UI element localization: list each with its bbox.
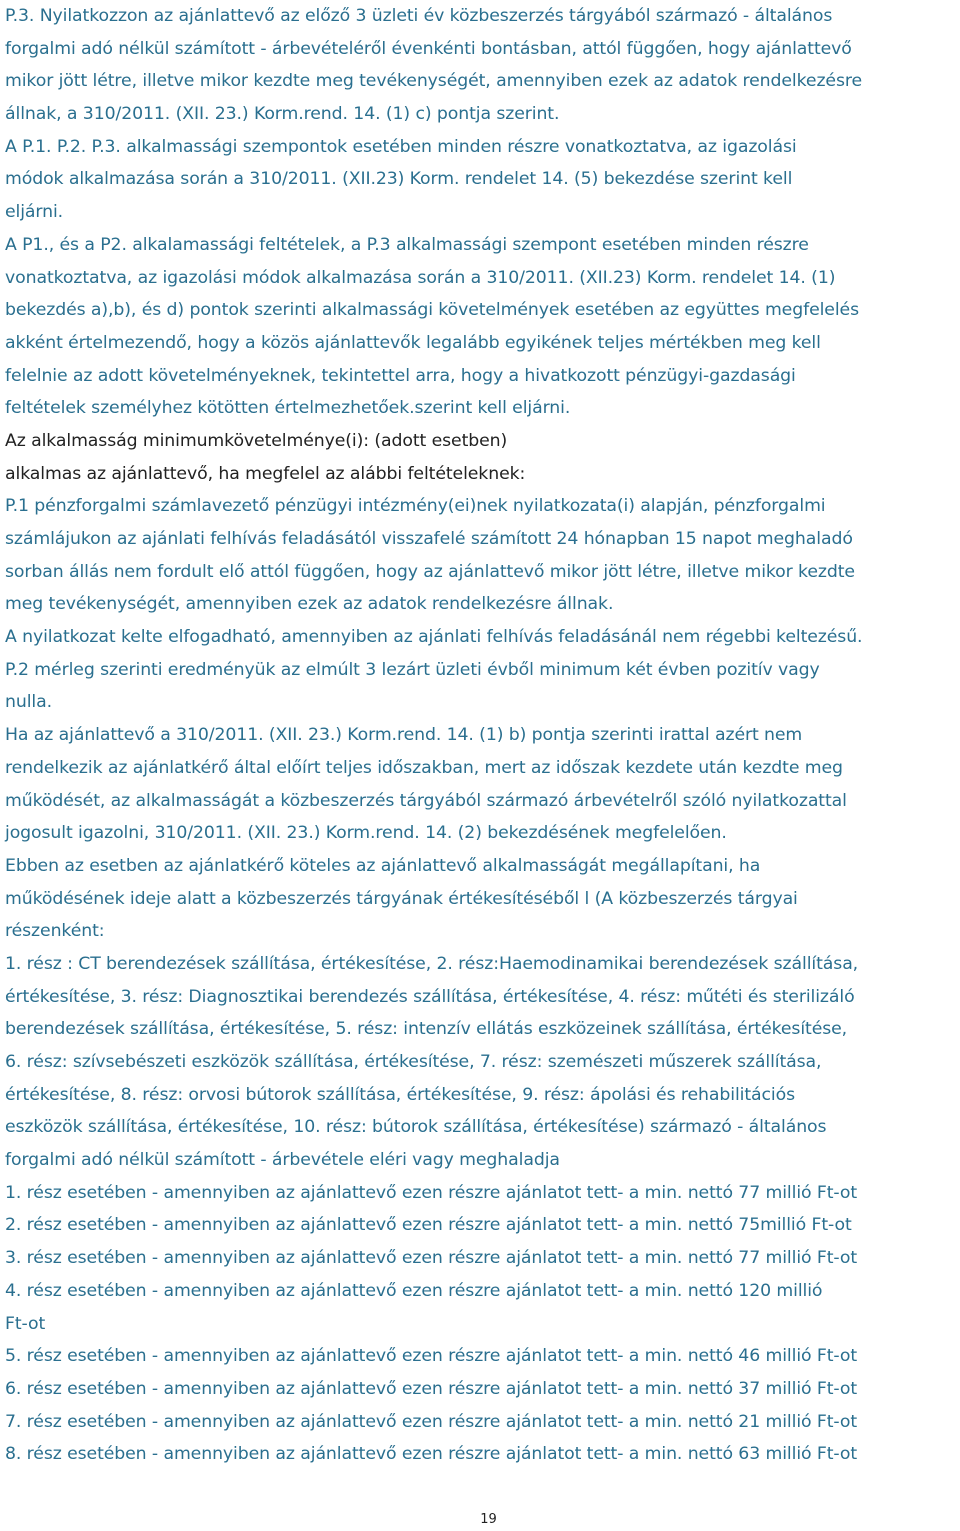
text-line: számlájukon az ajánlati felhívás feladásától visszafelé számított 24 hónapban 15 napot meghaladó	[5, 529, 853, 549]
text-line: sorban állás nem fordult elő attól függően, hogy az ajánlattevő mikor jött létre, illetve mikor kezdte	[5, 561, 855, 582]
text-line: 4. rész esetében - amennyiben az ajánlattevő ezen részre ajánlatot tett- a min. nettó 120 millió	[5, 1280, 823, 1301]
text-line: 2. rész esetében - amennyiben az ajánlattevő ezen részre ajánlatot tett- a min. nettó 75millió Ft-ot	[5, 1215, 852, 1236]
text-line: 3. rész esetében - amennyiben az ajánlattevő ezen részre ajánlatot tett- a min. nettó 77 millió Ft-ot	[5, 1248, 858, 1269]
text-line: 5. rész esetében - amennyiben az ajánlattevő ezen részre ajánlatot tett- a min. nettó 46 millió Ft-ot	[5, 1346, 858, 1367]
text-line: meg tevékenységét, amennyiben ezek az adatok rendelkezésre állnak.	[5, 594, 614, 615]
text-line: forgalmi adó nélkül számított - árbevételéről évenkénti bontásban, attól függően, hogy ajánlattevő	[5, 38, 852, 59]
text-line: forgalmi adó nélkül számított - árbevétele eléri vagy meghaladja	[5, 1150, 560, 1171]
text-line: mikor jött létre, illetve mikor kezdte meg tevékenységét, amennyiben ezek az adatok rendelkezésre	[5, 71, 863, 92]
text-line: eljárni.	[5, 202, 64, 223]
text-line: nulla.	[5, 692, 52, 713]
page-number: 19	[480, 1512, 497, 1527]
text-line: 8. rész esetében - amennyiben az ajánlattevő ezen részre ajánlatot tett- a min. nettó 63 millió Ft-ot	[5, 1444, 858, 1465]
text-line: A nyilatkozat kelte elfogadható, amennyiben az ajánlati felhívás feladásánál nem régebbi keltezésű.	[5, 627, 863, 648]
text-line: értékesítése, 8. rész: orvosi bútorok szállítása, értékesítése, 9. rész: ápolási és rehabilitációs	[5, 1084, 795, 1105]
text-line: 6. rész: szívsebészeti eszközök szállítása, értékesítése, 7. rész: szemészeti műszerek szállítása,	[5, 1052, 822, 1072]
text-line: állnak, a 310/2011. (XII. 23.) Korm.rend. 14. (1) c) pontja szerint.	[5, 104, 560, 125]
text-line: vonatkoztatva, az igazolási módok alkalmazása során a 310/2011. (XII.23) Korm. rendelet 14. (1)	[5, 267, 836, 288]
text-line: feltételek személyhez kötötten értelmezhetőek.szerint kell eljárni.	[5, 398, 571, 419]
text-line: P.1 pénzforgalmi számlavezető pénzügyi intézmény(ei)nek nyilatkozata(i) alapján, pénzforgalmi	[5, 496, 826, 517]
text-line: 1. rész esetében - amennyiben az ajánlattevő ezen részre ajánlatot tett- a min. nettó 77 millió Ft-ot	[5, 1182, 858, 1203]
text-line: részenként:	[5, 921, 105, 942]
document-body	[5, 0, 960, 1471]
text-line: Ebben az esetben az ajánlatkérő köteles az ajánlattevő alkalmasságát megállapítani, ha	[5, 855, 761, 876]
text-line: akként értelmezendő, hogy a közös ajánlattevők legalább egyikének teljes mértékben meg kell	[5, 332, 821, 353]
text-line: módok alkalmazása során a 310/2011. (XII.23) Korm. rendelet 14. (5) bekezdése szerint kell	[5, 169, 793, 190]
text-line: rendelkezik az ajánlatkérő által előírt teljes időszakban, mert az időszak kezdete után kezdte meg	[5, 757, 843, 778]
section-heading-line: alkalmas az ajánlattevő, ha megfelel az alábbi feltételeknek:	[5, 463, 526, 484]
text-line: 1. rész : CT berendezések szállítása, értékesítése, 2. rész:Haemodinamikai berendezések szállítása,	[5, 953, 859, 974]
text-line: Ha az ajánlattevő a 310/2011. (XII. 23.) Korm.rend. 14. (1) b) pontja szerinti irattal azért nem	[5, 725, 803, 746]
text-line: P.3. Nyilatkozzon az ajánlattevő az előző 3 üzleti év közbeszerzés tárgyából származó - általános	[5, 6, 833, 26]
text-line: eszközök szállítása, értékesítése, 10. rész: bútorok szállítása, értékesítése) származó - általános	[5, 1117, 827, 1138]
section-heading-line: Az alkalmasság minimumkövetelménye(i): (adott esetben)	[5, 430, 508, 451]
text-line: 6. rész esetében - amennyiben az ajánlattevő ezen részre ajánlatot tett- a min. nettó 37 millió Ft-ot	[5, 1378, 858, 1399]
text-line: működését, az alkalmasságát a közbeszerzés tárgyából származó árbevételről szóló nyilatkozattal	[5, 790, 847, 811]
text-line: A P.1. P.2. P.3. alkalmassági szempontok esetében minden részre vonatkoztatva, az igazolási	[5, 136, 797, 157]
text-line: jogosult igazolni, 310/2011. (XII. 23.) Korm.rend. 14. (2) bekezdésének megfelelően.	[5, 823, 727, 844]
text-line: működésének ideje alatt a közbeszerzés tárgyának értékesítéséből l (A közbeszerzés tárgyai	[5, 888, 798, 909]
text-line: felelnie az adott követelményeknek, tekintettel arra, hogy a hivatkozott pénzügyi-gazdasági	[5, 365, 796, 386]
text-line: A P1., és a P2. alkalamassági feltételek, a P.3 alkalmassági szempont esetében minden részre	[5, 234, 809, 255]
text-line: bekezdés a),b), és d) pontok szerinti alkalmassági követelmények esetében az együttes megfelelés	[5, 300, 859, 321]
text-line: P.2 mérleg szerinti eredményük az elmúlt 3 lezárt üzleti évből minimum két évben pozitív vagy	[5, 659, 820, 680]
text-line: értékesítése, 3. rész: Diagnosztikai berendezés szállítása, értékesítése, 4. rész: műtéti és sterilizáló	[5, 986, 855, 1007]
text-line: berendezések szállítása, értékesítése, 5. rész: intenzív ellátás eszközeinek szállítása, értékesítése,	[5, 1019, 848, 1040]
text-line: 7. rész esetében - amennyiben az ajánlattevő ezen részre ajánlatot tett- a min. nettó 21 millió Ft-ot	[5, 1411, 858, 1432]
text-line: Ft-ot	[5, 1313, 46, 1334]
